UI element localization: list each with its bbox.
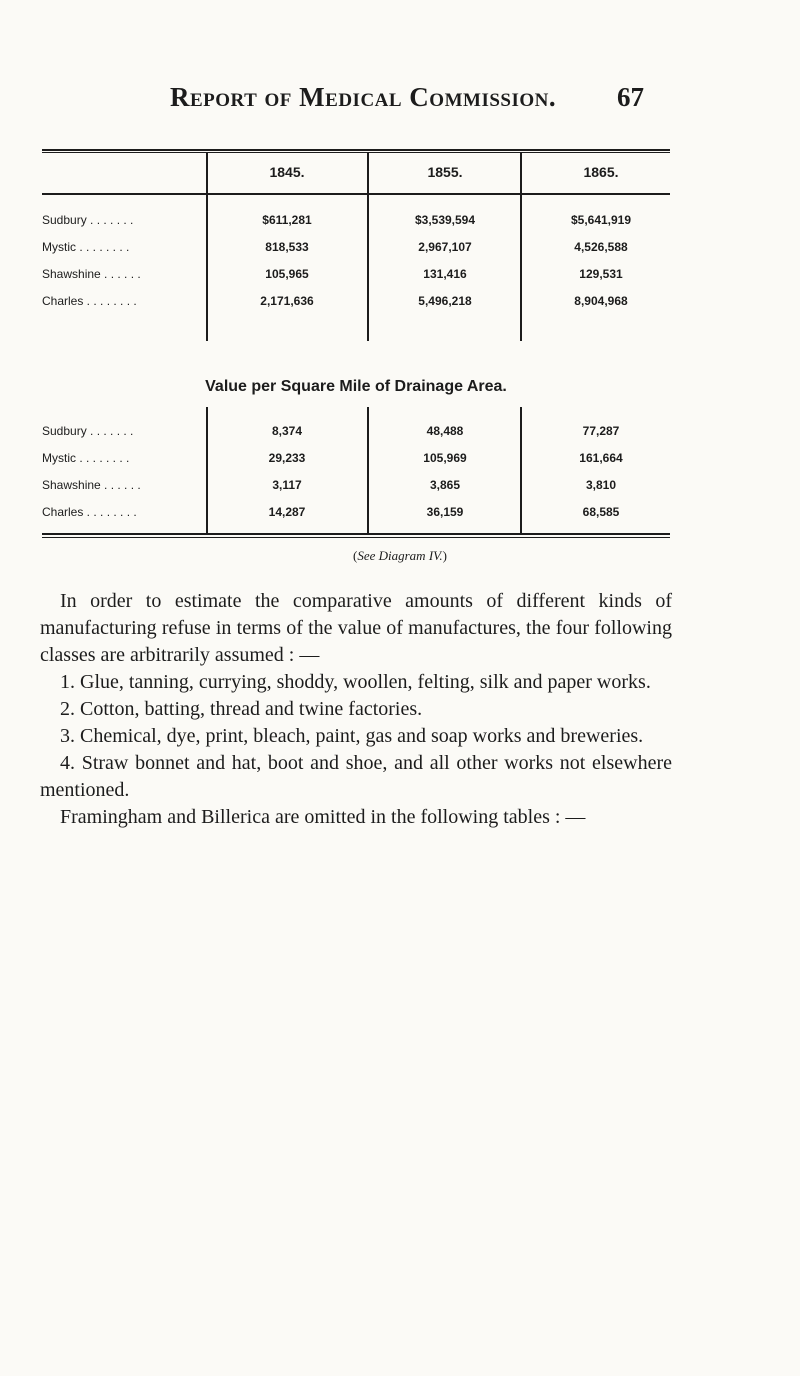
caption-see-diagram: See Diagram IV. <box>357 548 443 563</box>
cell-1845: 3,117 <box>272 478 302 492</box>
closing-paragraph: Framingham and Billerica are omitted in the following tables : — <box>60 806 586 828</box>
table-row <box>42 478 670 500</box>
cell-1845: $611,281 <box>262 213 312 227</box>
table-row <box>42 424 670 446</box>
table-row <box>42 451 670 473</box>
row-label: Charles . . . . . . . . <box>42 505 137 519</box>
cell-1845: 14,287 <box>268 505 306 519</box>
cell-1855: 105,969 <box>423 451 467 465</box>
row-label: Sudbury . . . . . . . <box>42 213 134 227</box>
row-label: Shawshine . . . . . . <box>42 267 141 281</box>
list-item: 1. Glue, tanning, currying, shoddy, woollen, felting, silk and paper works. <box>60 671 651 693</box>
cell-1845: 105,965 <box>265 267 309 281</box>
table-top-rule-inner <box>42 152 670 153</box>
header-bottom-rule <box>42 193 670 195</box>
column-header-1845: 1845. <box>269 164 305 180</box>
cell-1865: 161,664 <box>579 451 623 465</box>
cell-1845: 818,533 <box>265 240 309 254</box>
table-bottom-rule-inner <box>42 537 670 538</box>
cell-1855: 131,416 <box>423 267 467 281</box>
cell-1865: 77,287 <box>582 424 620 438</box>
caption-open-paren: ( <box>352 548 358 563</box>
table-row <box>42 505 670 527</box>
row-label: Charles . . . . . . . . <box>42 294 137 308</box>
cell-1865: 3,810 <box>585 478 617 492</box>
row-label: Mystic . . . . . . . . <box>42 451 130 465</box>
table-row <box>42 240 670 262</box>
list-item: 3. Chemical, dye, print, bleach, paint, gas and soap works and breweries. <box>60 725 644 747</box>
statistics-table <box>42 149 670 539</box>
body-text <box>40 588 672 831</box>
cell-1865: 129,531 <box>579 267 623 281</box>
row-label: Mystic . . . . . . . . <box>42 240 130 254</box>
row-label: Shawshine . . . . . . <box>42 478 141 492</box>
cell-1845: 29,233 <box>268 451 306 465</box>
column-header-1855: 1855. <box>427 164 463 180</box>
cell-1865: 8,904,968 <box>574 294 628 308</box>
table-row <box>42 213 670 235</box>
cell-1855: 3,865 <box>429 478 461 492</box>
caption-close-paren: ) <box>442 548 448 563</box>
table-row <box>42 267 670 289</box>
cell-1855: 48,488 <box>426 424 464 438</box>
page-number: 67 <box>617 82 644 112</box>
page-header <box>0 82 800 122</box>
cell-1855: 5,496,218 <box>418 294 472 308</box>
cell-1865: 4,526,588 <box>574 240 628 254</box>
table-bottom-rule <box>42 533 670 535</box>
table-row <box>42 294 670 316</box>
cell-1855: 2,967,107 <box>418 240 472 254</box>
cell-1855: $3,539,594 <box>414 213 476 227</box>
intro-paragraph: In order to estimate the comparative amounts of different kinds of manufacturing refuse in terms of the value of manufactures, the four following classes are arbitrarily assumed : — <box>40 590 672 666</box>
section-title: Value per Square Mile of Drainage Area. <box>205 378 507 395</box>
cell-1865: $5,641,919 <box>570 213 632 227</box>
column-header-1865: 1865. <box>583 164 619 180</box>
running-title: Report of Medical Commission. <box>170 82 557 112</box>
list-item: 4. Straw bonnet and hat, boot and shoe, and all other works not elsewhere mentioned. <box>40 752 672 801</box>
cell-1845: 8,374 <box>271 424 303 438</box>
row-label: Sudbury . . . . . . . <box>42 424 134 438</box>
table-top-rule <box>42 149 670 151</box>
cell-1855: 36,159 <box>426 505 464 519</box>
diagram-reference <box>0 548 800 564</box>
list-item: 2. Cotton, batting, thread and twine factories. <box>60 698 423 720</box>
cell-1845: 2,171,636 <box>260 294 314 308</box>
cell-1865: 68,585 <box>582 505 620 519</box>
